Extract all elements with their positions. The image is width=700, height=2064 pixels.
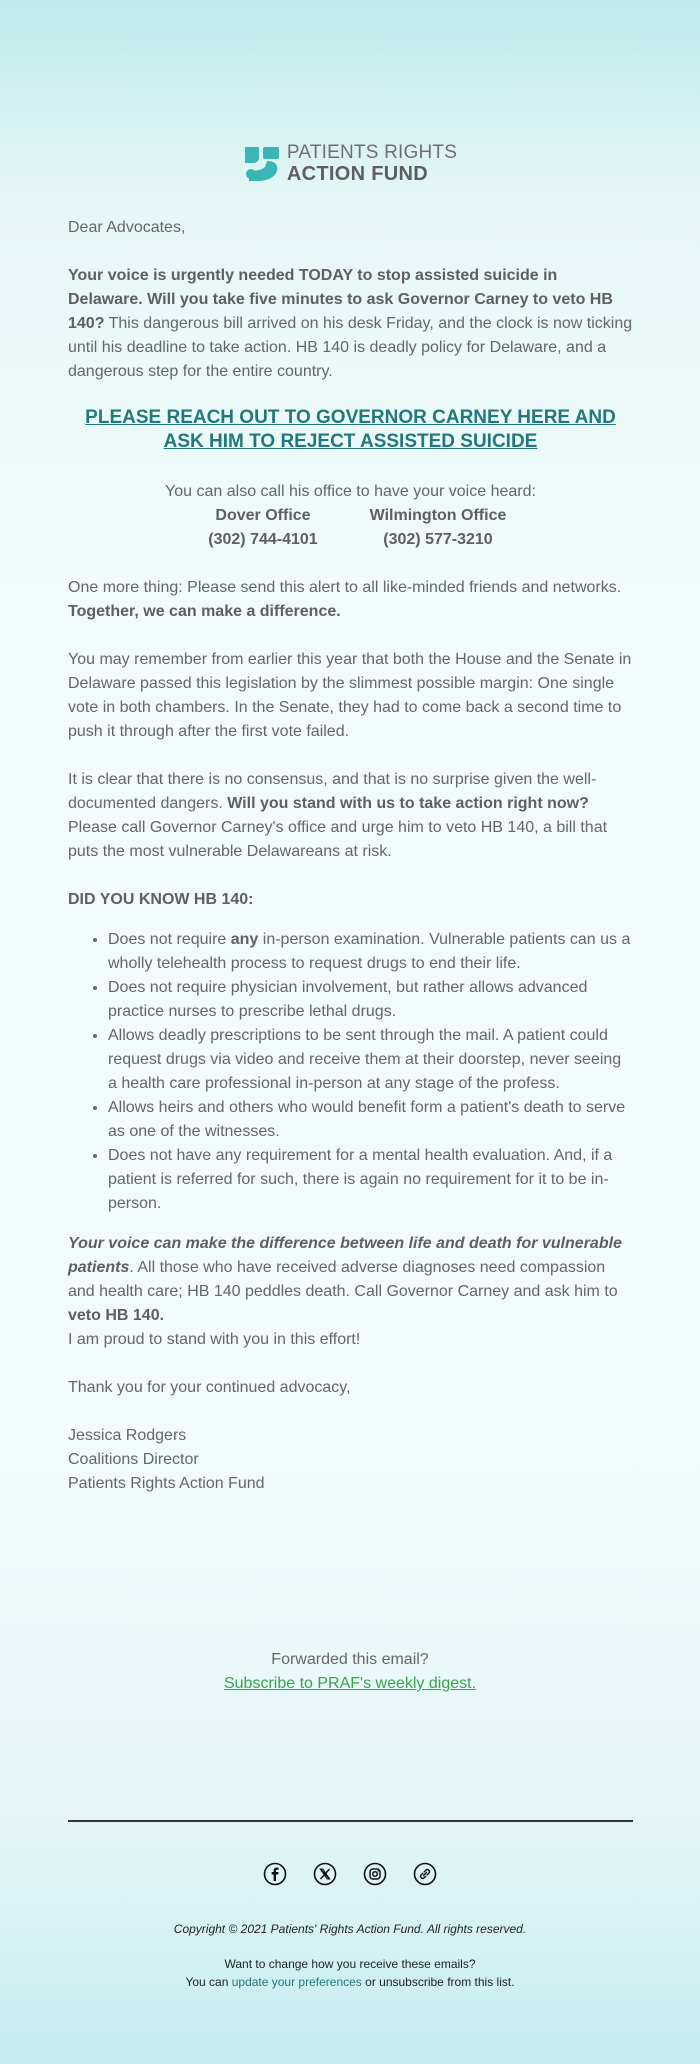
fact-item: • Does not require physician involvement, but rather allows advanced practice nurses to prescribe lethal drugs. [108,976,633,1024]
consensus-paragraph [68,768,633,864]
dover-office-name: Dover Office [215,507,311,524]
fact-item [108,928,633,976]
forwarded-block [0,1648,700,1696]
reach-out-governor-link[interactable]: PLEASE REACH OUT TO GOVERNOR CARNEY HERE AND ASK HIM TO REJECT ASSISTED SUICIDE [85,407,616,452]
call-intro: You can also call his office to have your voice heard: [165,483,536,500]
praf-logo-icon [243,145,281,183]
wilmington-office [363,504,513,552]
social-icons [0,1862,700,1886]
signature [68,1424,265,1496]
header-logo-area [0,143,700,188]
link-icon[interactable] [413,1862,437,1886]
signature-name: Jessica Rodgers [68,1427,187,1444]
signature-org: Patients Rights Action Fund [68,1475,265,1492]
instagram-icon[interactable] [363,1862,387,1886]
intro-paragraph [68,264,633,384]
voice-mid: . All those who have received adverse diagnoses need compassion and health care; HB 140 peddles death. Call Governor Carney and ask him to [68,1259,618,1300]
consensus-pre: It is clear that there is no consensus, and that is no surprise given the well-documented dangers. [68,771,597,812]
preferences-block [0,1955,700,1991]
one-more-bold: Together, we can make a difference. [68,603,341,620]
dover-office [198,504,328,552]
logo[interactable] [243,143,457,184]
greeting: Dear Advocates, [68,219,186,236]
voice-bold-italic: Your voice can make the difference between life and death for vulnerable patients [68,1235,622,1276]
fact-1-pre: Does not require [108,931,231,948]
you-can-text: You can [185,1975,232,1989]
fact-item: • Allows heirs and others who would benefit form a patient's death to serve as one of the witnesses. [108,1096,633,1144]
copyright-text: Copyright © 2021 Patients' Rights Action Fund. All rights reserved. [173,1922,527,1936]
fact-1-post: in-person examination. Vulnerable patients can us a wholly telehealth process to request drugs to end their life. [108,931,631,972]
update-preferences-link[interactable]: update your preferences [231,1975,362,1989]
consensus-bold: Will you stand with us to take action right now? [227,795,589,812]
fact-item: • Allows deadly prescriptions to be sent through the mail. A patient could request drugs via video and receive them at their doorstep, never seeing a health care professional in-person at any stage of the profess. [108,1024,633,1096]
preferences-line [0,1973,700,1991]
consensus-post: Please call Governor Carney's office and urge him to veto HB 140, a bill that puts the most vulnerable Delawareans at risk. [68,819,608,860]
wilmington-office-phone[interactable]: (302) 577-3210 [383,531,493,548]
remember-paragraph: You may remember from earlier this year that both the House and the Senate in Delaware passed this legislation by the slimmest possible margin: One single vote in both chambers. In the Senate, they had to come back a second time to push it through after the first vote failed. [68,651,632,740]
dover-office-phone[interactable]: (302) 744-4101 [208,531,318,548]
thanks-line: Thank you for your continued advocacy, [68,1379,351,1396]
one-more-paragraph [68,576,633,624]
logo-line-2: ACTION FUND [286,163,428,185]
facts-list [68,928,633,1216]
cta-block [68,406,633,454]
logo-line-1: PATIENTS RIGHTS [286,142,458,163]
one-more-text: One more thing: Please send this alert to all like-minded friends and networks. [68,579,622,596]
wilmington-office-name: Wilmington Office [369,507,507,524]
fact-1-bold: any [230,931,259,948]
x-twitter-icon[interactable] [313,1862,337,1886]
unsubscribe-text: or unsubscribe from this list. [361,1975,515,1989]
facebook-icon[interactable] [263,1862,287,1886]
forwarded-question: Forwarded this email? [271,1651,429,1668]
fact-item: • Does not have any requirement for a mental health evaluation. And, if a patient is referred for such, there is again no requirement for it to be in-person. [108,1144,633,1216]
voice-paragraph [68,1232,633,1328]
voice-bold-end: veto HB 140. [68,1307,165,1324]
intro-bold: Your voice is urgently needed TODAY to stop assisted suicide in Delaware. Will you take five minutes to ask Governor Carney to veto HB 140? [68,267,613,332]
proud-line: I am proud to stand with you in this effort! [68,1331,361,1348]
did-you-know-heading: DID YOU KNOW HB 140: [68,891,254,908]
change-prompt: Want to change how you receive these emails? [224,1957,476,1971]
subscribe-digest-link[interactable]: Subscribe to PRAF's weekly digest. [223,1675,477,1692]
intro-rest: This dangerous bill arrived on his desk Friday, and the clock is now ticking until his deadline to take action. HB 140 is deadly policy for Delaware, and a dangerous step for the entire country. [68,315,633,380]
footer-divider [68,1820,633,1822]
signature-title: Coalitions Director [68,1451,199,1468]
